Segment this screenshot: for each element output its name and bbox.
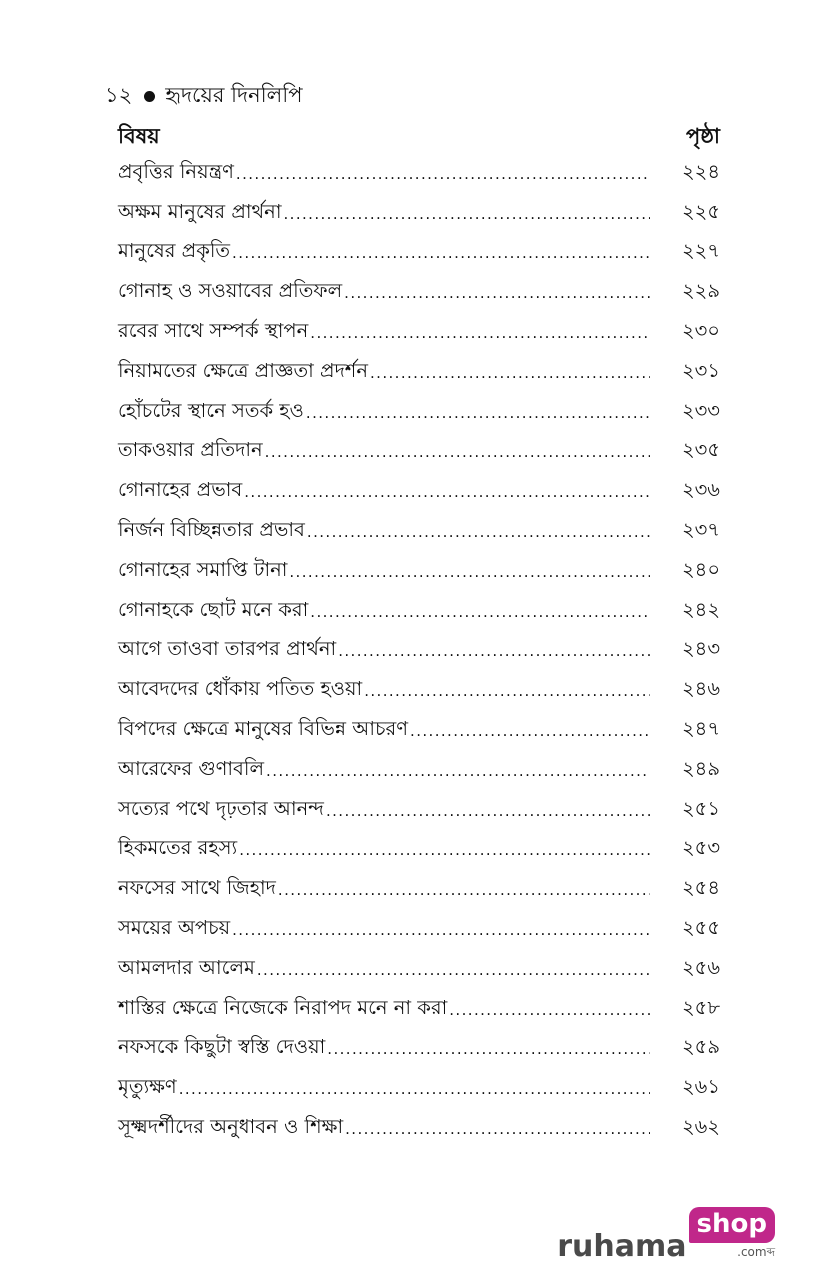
- toc-entry: [118, 791, 720, 831]
- toc-entry-page: ২২৭: [681, 239, 720, 263]
- toc-entry-page: ২৩০: [681, 319, 720, 343]
- toc-entry: [118, 950, 720, 990]
- toc-entry: [118, 194, 720, 234]
- toc-entry-title: আমলদার আলেম: [118, 955, 255, 979]
- dot-leader: [410, 720, 650, 742]
- toc-entry: [118, 433, 720, 473]
- toc-entry-page: ২৬২: [681, 1115, 720, 1139]
- toc-entry-title: রবের সাথে সম্পর্ক স্থাপন: [118, 319, 309, 343]
- dot-leader: [257, 959, 650, 981]
- toc-entry: [118, 512, 720, 552]
- toc-entry-page: ২৩১: [681, 358, 720, 382]
- toc-entry-page: ২২৯: [681, 279, 720, 303]
- toc-entry-page: ২৪০: [681, 557, 720, 581]
- toc-entry: [118, 671, 720, 711]
- toc-entry-title: গোনাহের প্রভাব: [118, 478, 243, 502]
- toc-entry-page: ২৫৫: [682, 916, 720, 940]
- toc-entry-page: ২৪৩: [681, 637, 720, 661]
- toc-entry-title: গোনাহের সমাপ্তি টানা: [118, 557, 288, 581]
- toc-entry: [118, 711, 720, 751]
- column-page: পৃষ্ঠা: [685, 123, 720, 148]
- dot-leader: [244, 481, 650, 503]
- dot-leader: [310, 601, 650, 623]
- toc-column-headers: [118, 120, 720, 154]
- toc-entry-title: আবেদদের ধোঁকায় পতিত হওয়া: [118, 677, 363, 701]
- toc-entry-title: তাকওয়ার প্রতিদান: [118, 438, 263, 462]
- toc-entry-title: নফসের সাথে জিহাদ: [118, 876, 276, 900]
- toc-entry-page: ২৫৪: [682, 876, 720, 900]
- header-book-title: হৃদয়ের দিনলিপি: [165, 82, 303, 107]
- running-header: [105, 80, 303, 112]
- toc-entry: [118, 313, 720, 353]
- toc-entry: [118, 1030, 720, 1070]
- toc-entry-title: নফসকে কিছুটা স্বস্তি দেওয়া: [118, 1035, 326, 1059]
- dot-leader: [265, 441, 650, 463]
- dot-leader: [449, 999, 650, 1021]
- toc-entry: [118, 1069, 720, 1109]
- toc-entry: [118, 751, 720, 791]
- dot-leader: [266, 760, 650, 782]
- toc-entry: [118, 990, 720, 1030]
- toc-entry-page: ২৪৯: [682, 756, 720, 780]
- toc-entry-page: ২৬১: [681, 1075, 720, 1099]
- logo-text-shop: shop: [689, 1207, 775, 1243]
- toc-entry-title: সূক্ষ্মদর্শীদের অনুধাবন ও শিক্ষা: [118, 1115, 344, 1139]
- toc-entry-title: শাস্তির ক্ষেত্রে নিজেকে নিরাপদ মনে না করা: [118, 995, 448, 1019]
- toc-entry-title: নির্জন বিচ্ছিন্নতার প্রভাব: [118, 518, 305, 542]
- toc-entry: [118, 552, 720, 592]
- toc-entry: [118, 1109, 720, 1149]
- toc-entry: [118, 393, 720, 433]
- dot-leader: [307, 521, 650, 543]
- toc-entry-page: ২৩৫: [681, 438, 720, 462]
- dot-leader: [283, 203, 650, 225]
- toc-entry-page: ২৪৬: [681, 677, 720, 701]
- toc-entry: [118, 273, 720, 313]
- dot-leader: [232, 919, 650, 941]
- toc-entry: [118, 472, 720, 512]
- dot-leader: [338, 640, 650, 662]
- logo-text-suffix: .comব্দ: [737, 1245, 775, 1259]
- toc-entry-page: ২৩৭: [681, 518, 720, 542]
- toc-entry-page: ২২৫: [681, 199, 720, 223]
- dot-leader: [327, 1038, 650, 1060]
- dot-leader: [236, 163, 650, 185]
- column-subject: বিষয়: [118, 123, 160, 148]
- table-of-contents: [118, 154, 720, 1149]
- dot-leader: [306, 402, 650, 424]
- dot-leader: [345, 1118, 650, 1140]
- toc-entry-title: সত্যের পথে দৃঢ়তার আনন্দ: [118, 796, 324, 820]
- toc-entry-title: গোনাহ ও সওয়াবের প্রতিফল: [118, 279, 343, 303]
- toc-entry: [118, 910, 720, 950]
- dot-leader: [364, 680, 650, 702]
- toc-entry-title: আগে তাওবা তারপর প্রার্থনা: [118, 637, 337, 661]
- bullet-icon: [144, 91, 155, 102]
- toc-entry-title: নিয়ামতের ক্ষেত্রে প্রাজ্ঞতা প্রদর্শন: [118, 358, 368, 382]
- toc-entry: [118, 870, 720, 910]
- toc-entry-title: হোঁচটের স্থানে সতর্ক হও: [118, 398, 304, 422]
- toc-entry-page: ২৫৮: [682, 995, 720, 1019]
- toc-entry-title: হিকমতের রহস্য: [118, 836, 238, 860]
- toc-entry: [118, 831, 720, 871]
- toc-entry-title: সময়ের অপচয়: [118, 916, 231, 940]
- toc-entry-page: ২৩৬: [681, 478, 720, 502]
- toc-entry-title: মানুষের প্রকৃতি: [118, 239, 231, 263]
- toc-entry-page: ২৫৩: [681, 836, 720, 860]
- dot-leader: [239, 839, 650, 861]
- dot-leader: [232, 242, 650, 264]
- ruhamashop-logo: [557, 1207, 775, 1264]
- toc-entry: [118, 234, 720, 274]
- toc-entry-page: ২৫৯: [682, 1035, 720, 1059]
- toc-entry-title: মৃত্যুক্ষণ: [118, 1075, 177, 1099]
- dot-leader: [310, 322, 650, 344]
- toc-entry-title: আরেফের গুণাবলি: [118, 756, 265, 780]
- toc-entry-page: ২৫১: [682, 796, 720, 820]
- toc-entry-title: গোনাহকে ছোট মনে করা: [118, 597, 309, 621]
- toc-entry: [118, 154, 720, 194]
- toc-entry-page: ২২৪: [681, 159, 720, 183]
- logo-text-ruhama: ruhama: [557, 1229, 687, 1264]
- toc-entry-title: প্রবৃত্তির নিয়ন্ত্রণ: [118, 159, 234, 183]
- dot-leader: [278, 879, 650, 901]
- dot-leader: [326, 800, 650, 822]
- toc-entry-title: বিপদের ক্ষেত্রে মানুষের বিভিন্ন আচরণ: [118, 717, 409, 741]
- toc-entry: [118, 632, 720, 672]
- header-page-number: ১২: [105, 82, 133, 107]
- toc-entry-page: ২৩৩: [681, 398, 720, 422]
- toc-entry-page: ২৪২: [681, 597, 720, 621]
- dot-leader: [370, 362, 650, 384]
- dot-leader: [289, 561, 650, 583]
- toc-entry-page: ২৪৭: [681, 717, 720, 741]
- toc-entry: [118, 592, 720, 632]
- toc-entry-page: ২৫৬: [681, 955, 720, 979]
- dot-leader: [179, 1078, 650, 1100]
- dot-leader: [344, 282, 650, 304]
- toc-entry: [118, 353, 720, 393]
- toc-entry-title: অক্ষম মানুষের প্রার্থনা: [118, 199, 282, 223]
